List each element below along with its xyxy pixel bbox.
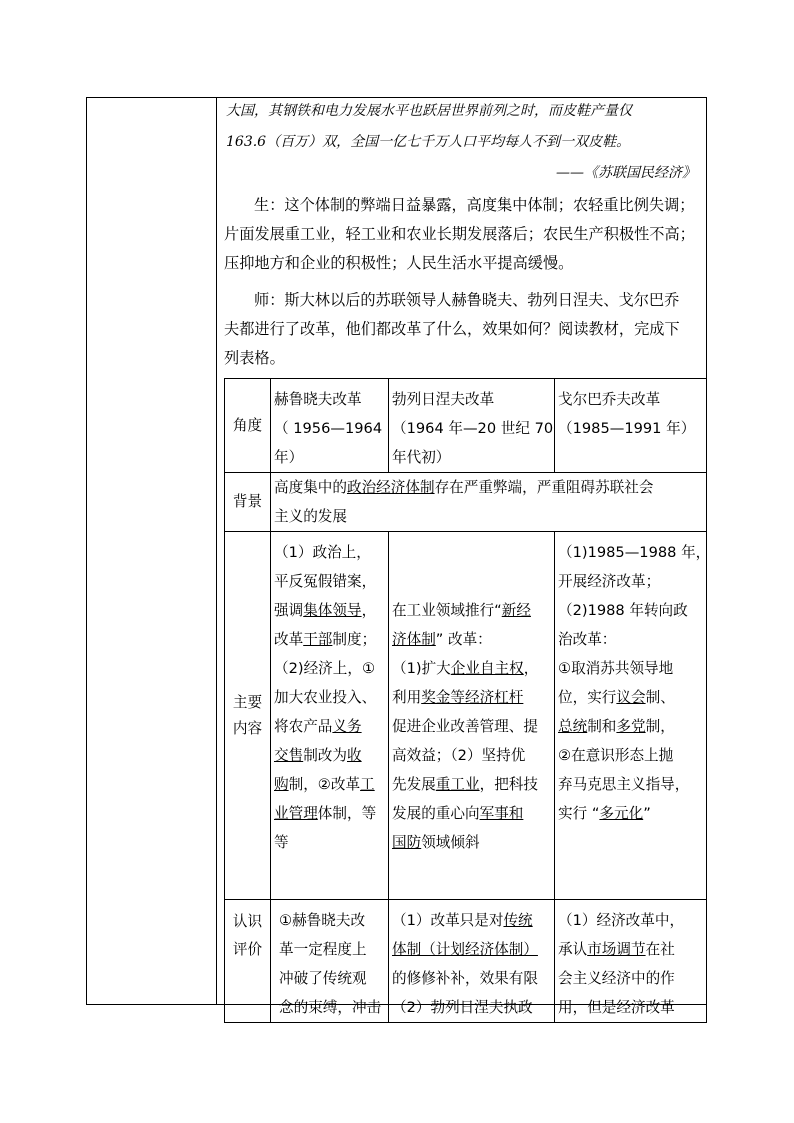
teacher-paragraph [224,286,704,373]
k-content-line: 平反冤假错案， [274,573,377,590]
b-content-line: 高效益；（2）坚持优 [392,747,526,764]
student-line-2: 片面发展重工业，轻工业和农业长期发展落后；农民生产积极性不高； [224,225,695,243]
g-text: 制、 [645,689,675,706]
g-content-line: （2)1988 年转向政 [558,602,688,619]
header-row [225,379,707,473]
k-text: 制度； [332,631,377,648]
teacher-line-2: 夫都进行了改革，他们都改革了什么，效果如何？阅读教材，完成下 [224,320,680,338]
b-underlined: 传统 [503,912,533,929]
k-content-line [274,741,385,770]
g-underlined: 多元化 [599,805,644,822]
b-content-line: 促进企业改善管理、提 [392,718,538,735]
b-text: （1)扩大 [392,660,451,677]
b-content-line [392,799,551,828]
b-text: 在工业领域推行“ [392,602,502,619]
k-text: 制，②改革 [288,776,361,793]
k-content-line [274,770,385,799]
b-content-line [392,828,551,857]
background-row [225,473,707,532]
content-label-2: 内容 [232,719,263,737]
g-underlined: 市场调节 [587,941,646,958]
brezhnev-years: （1964 年—20 世纪 70 [392,420,554,437]
k-content-line: （1）政治上， [274,544,371,561]
b-text: 先发展 [392,776,436,793]
b-text: ，把科技 [479,776,538,793]
k-underlined: 交售 [274,747,304,764]
evaluation-label-2: 评价 [232,941,263,958]
b-text: ” 改革： [435,631,492,648]
khrushchev-content [271,532,389,900]
student-paragraph [224,191,704,278]
b-eval-line [392,935,551,964]
k-text: 改革 [274,631,304,648]
student-line-1: 生：这个体制的弊端日益暴露，高度集中体制；农轻重比例失调； [254,196,695,214]
b-underlined: 奖金等经济杠杆 [421,689,524,706]
k-eval-line: 革一定程度上 [279,941,367,958]
evaluation-label-1: 认识 [232,913,263,930]
g-eval-line: 会主义经济中的作 [558,970,675,987]
g-underlined: 多党 [616,718,646,735]
b-text: ， [523,660,539,677]
content-label [225,532,271,900]
k-content-line [274,625,385,654]
b-text: 发展的重心向 [392,805,480,822]
background-cell [271,473,707,532]
b-content-line [392,625,551,654]
angle-header: 角度 [225,379,271,473]
khrushchev-title: 赫鲁晓夫改革 [274,391,362,408]
b-underlined: 军事和 [479,805,524,822]
k-underlined: 集体领导 [303,602,362,619]
quote-line-1: 大国，其钢铁和电力发展水平也跃居世界前列之时，而皮鞋产量仅 [226,103,632,119]
k-text: 强调 [274,602,304,619]
k-content-line: （2)经济上，① [274,660,376,677]
content-label-1: 主要 [232,693,263,711]
k-underlined: 收 [347,747,362,764]
evaluation-label [225,900,271,1023]
khrushchev-evaluation [271,900,389,1023]
g-text: 制和 [587,718,617,735]
b-content-line [392,654,551,683]
background-underlined: 政治经济体制 [346,479,435,496]
b-eval-line: （2）勃列日涅夫执政 [392,999,533,1016]
teacher-line-1: 师：斯大林以后的苏联领导人赫鲁晓夫、勃列日涅夫、戈尔巴乔 [254,291,680,309]
brezhnev-years-end: 年代初） [392,449,451,466]
khrushchev-header [271,379,389,473]
k-eval-line: ①赫鲁晓夫改 [279,912,366,929]
khrushchev-years-end: 年） [274,449,304,466]
k-content-line: 加大农业投入、 [274,689,377,706]
quote-line-2: 163.6（百万）双，全国一亿七千万人口平均每人不到一双皮鞋。 [226,134,631,150]
background-text-b: 存在严重弊端，严重阻碍苏联社会 [434,479,654,496]
brezhnev-title: 勃列日涅夫改革 [392,391,495,408]
k-text: 体制，等 [317,805,377,822]
left-column [87,98,217,1004]
b-content-line [392,596,551,625]
k-content-line [274,596,385,625]
content-row [225,532,707,900]
k-underlined: 干部 [303,631,333,648]
gorbachev-content [555,532,711,900]
k-text: ， [361,602,377,619]
g-content-line: ②在意识形态上抛 [558,747,674,764]
k-content-line [274,799,385,828]
b-underlined: 重工业 [435,776,480,793]
content-column [218,98,711,1016]
gorbachev-years: （1985—1991 年） [558,420,696,437]
background-text-c: 主义的发展 [274,508,347,525]
b-text: （1）改革只是对 [392,912,504,929]
khrushchev-years: （ 1956—1964 [274,420,383,437]
b-underlined: 新经 [501,602,531,619]
g-content-line: 弃马克思主义指导， [558,776,690,793]
g-eval-line [558,935,703,964]
g-underlined: 总统 [558,718,588,735]
gorbachev-evaluation [555,900,707,1023]
g-text: 在社 [645,941,675,958]
b-text: 领域倾斜 [421,834,480,851]
g-content-line: ①取消苏共领导地 [558,660,674,677]
b-underlined: 济体制 [392,631,436,648]
background-label: 背景 [225,473,271,532]
g-content-line: （1)1985—1988 年， [558,544,711,561]
g-content-line: 治改革： [558,631,617,648]
b-content-line [392,683,551,712]
k-underlined: 工 [360,776,375,793]
g-text: 承认 [558,941,588,958]
brezhnev-evaluation [389,900,555,1023]
k-underlined: 业管理 [274,805,318,822]
k-underlined: 购 [274,776,289,793]
gorbachev-title: 戈尔巴乔夫改革 [558,391,661,408]
g-text: 位，实行 [558,689,617,706]
b-eval-line: 的修修补补，效果有限 [392,970,538,987]
k-content-line: 等 [274,834,289,851]
background-text-a: 高度集中的 [274,479,347,496]
b-underlined: 企业自主权 [450,660,524,677]
brezhnev-header [389,379,555,473]
g-underlined: 议会 [616,689,646,706]
g-content-line [558,683,703,712]
g-content-line [558,799,703,828]
reform-comparison-table [224,378,711,1023]
k-underlined: 义务 [332,718,362,735]
brezhnev-content [389,532,555,900]
b-underlined: 国防 [392,834,422,851]
g-text: 实行 “ [558,805,600,822]
student-line-3: 压抑地方和企业的积极性；人民生活水平提高缓慢。 [224,254,574,272]
k-text: 将农产品 [274,718,333,735]
b-underlined: 体制（计划经济体制） [392,941,538,958]
g-text: 制， [645,718,675,735]
k-eval-line: 念的束缚，冲击 [279,999,382,1016]
b-eval-line [392,906,551,935]
gorbachev-header [555,379,707,473]
b-content-line [392,770,551,799]
quote-source: ——《苏联国民经济》 [556,165,696,181]
teacher-line-3: 列表格。 [224,349,285,367]
b-text: 利用 [392,689,422,706]
k-eval-line: 冲破了传统观 [279,970,367,987]
g-eval-line: 用，但是经济改革 [558,999,675,1016]
k-text: 制改为 [303,747,347,764]
g-eval-line: （1）经济改革中， [558,912,685,929]
k-content-line [274,712,385,741]
g-text: ” [643,805,651,822]
outer-table [86,97,711,1016]
evaluation-row [225,900,707,1023]
g-content-line: 开展经济改革； [558,573,661,590]
g-content-line [558,712,703,741]
